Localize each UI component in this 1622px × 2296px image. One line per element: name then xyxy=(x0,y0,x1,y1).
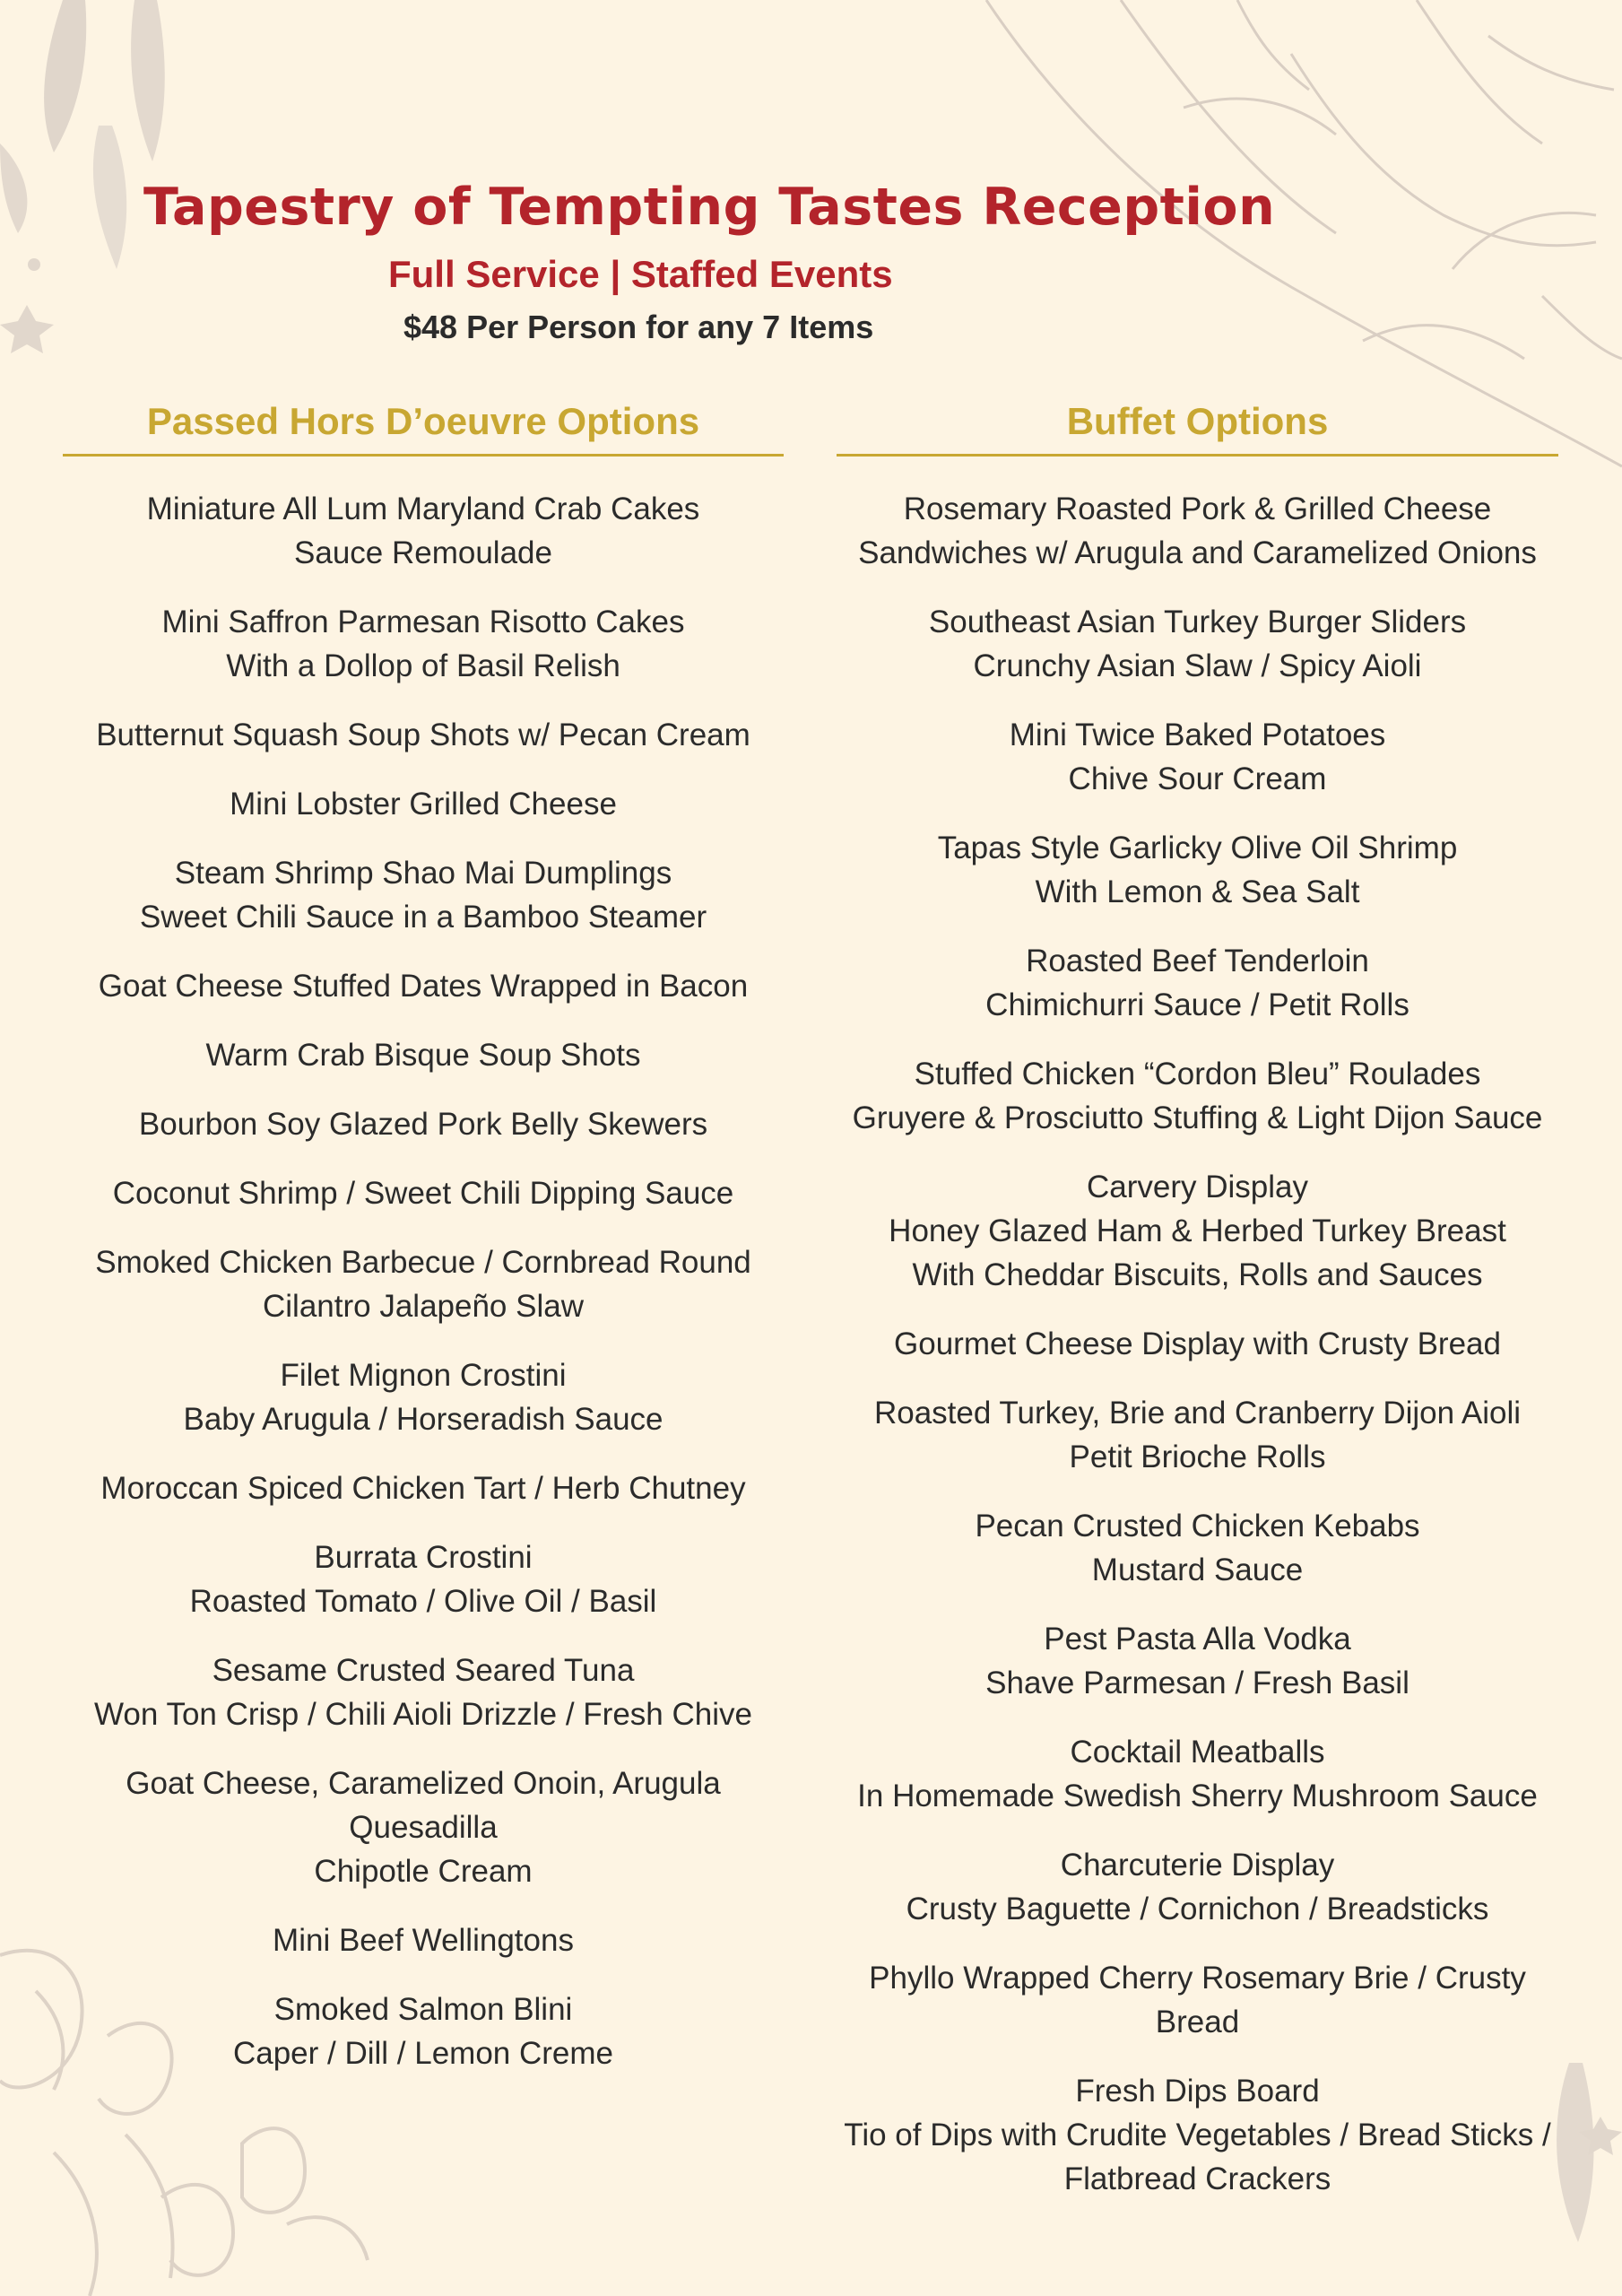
menu-item-name: Charcuterie Display xyxy=(1060,1848,1335,1883)
price-line: $48 Per Person for any 7 Items xyxy=(403,309,874,345)
menu-item-detail: Caper / Dill / Lemon Creme xyxy=(232,2036,614,2071)
menu-item xyxy=(63,851,784,939)
menu-item xyxy=(837,487,1558,575)
menu-item xyxy=(837,2069,1558,2201)
menu-item xyxy=(63,1918,784,1962)
passed-hors-doeuvre-column xyxy=(63,395,784,2100)
menu-item xyxy=(837,1391,1558,1479)
menu-item xyxy=(63,487,784,575)
menu-item xyxy=(837,600,1558,688)
menu-item-detail: Won Ton Crisp / Chili Aioli Drizzle / Fresh Chive xyxy=(94,1697,752,1732)
menu-item-name: Southeast Asian Turkey Burger Sliders xyxy=(928,604,1467,639)
menu-item-name: Smoked Salmon Blini xyxy=(273,1992,573,2027)
menu-item-name: Pest Pasta Alla Vodka xyxy=(1044,1622,1351,1657)
menu-item-name: Mini Beef Wellingtons xyxy=(273,1923,574,1958)
menu-item-detail: Roasted Tomato / Olive Oil / Basil xyxy=(189,1584,657,1619)
menu-item-name: Filet Mignon Crostini xyxy=(280,1358,567,1393)
menu-item xyxy=(837,1322,1558,1366)
menu-item-name: Mini Lobster Grilled Cheese xyxy=(230,787,617,822)
column-heading: Passed Hors D’oeuvre Options xyxy=(63,395,784,457)
menu-item xyxy=(63,1761,784,1893)
menu-item-name: Warm Crab Bisque Soup Shots xyxy=(205,1038,641,1073)
menu-item-detail: Crunchy Asian Slaw / Spicy Aioli xyxy=(973,648,1422,683)
menu-item-detail: In Homemade Swedish Sherry Mushroom Sauce xyxy=(857,1779,1538,1813)
buffet-options-column xyxy=(837,395,1558,2226)
menu-item-detail: Shave Parmesan / Fresh Basil xyxy=(985,1665,1409,1700)
menu-item-name: Cocktail Meatballs xyxy=(1070,1735,1325,1770)
menu-item-detail: Sauce Remoulade xyxy=(294,535,552,570)
menu-item-name: Phyllo Wrapped Cherry Rosemary Brie / Crusty xyxy=(869,1961,1526,1996)
menu-item xyxy=(837,1165,1558,1297)
menu-item xyxy=(837,1956,1558,2044)
menu-item xyxy=(837,1504,1558,1592)
menu-item-list xyxy=(63,487,784,2075)
menu-item-name: Mini Saffron Parmesan Risotto Cakes xyxy=(161,604,685,639)
column-heading: Buffet Options xyxy=(837,395,1558,457)
menu-item-detail: With Cheddar Biscuits, Rolls and Sauces xyxy=(912,1257,1483,1292)
menu-item-name: Roasted Beef Tenderloin xyxy=(1026,944,1369,978)
menu-item xyxy=(837,939,1558,1027)
page-title: Tapestry of Tempting Tastes Reception xyxy=(143,178,1276,237)
menu-item-name: Pecan Crusted Chicken Kebabs xyxy=(975,1509,1420,1544)
menu-item xyxy=(63,1033,784,1077)
menu-item xyxy=(837,1730,1558,1818)
page-subtitle: Full Service | Staffed Events xyxy=(388,253,893,295)
menu-item-name: Burrata Crostini xyxy=(314,1540,533,1575)
menu-item xyxy=(63,1535,784,1623)
menu-item-detail: Mustard Sauce xyxy=(1091,1552,1304,1587)
menu-item-name: Carvery Display xyxy=(1087,1170,1308,1205)
menu-item-name: Gourmet Cheese Display with Crusty Bread xyxy=(894,1326,1501,1361)
menu-item xyxy=(63,1240,784,1328)
menu-item xyxy=(837,1052,1558,1140)
menu-item-name: Roasted Turkey, Brie and Cranberry Dijon Aioli xyxy=(873,1396,1522,1431)
menu-item xyxy=(63,600,784,688)
menu-item-detail: Sweet Chili Sauce in a Bamboo Steamer xyxy=(139,900,707,935)
menu-item xyxy=(63,964,784,1008)
menu-item-name: Moroccan Spiced Chicken Tart / Herb Chutney xyxy=(100,1471,746,1506)
menu-item xyxy=(63,713,784,757)
menu-item-detail: Petit Brioche Rolls xyxy=(1069,1439,1326,1474)
menu-item-detail: Chimichurri Sauce / Petit Rolls xyxy=(985,987,1409,1022)
menu-item-name: Fresh Dips Board xyxy=(1075,2074,1320,2109)
menu-item-detail: With Lemon & Sea Salt xyxy=(1035,874,1360,909)
menu-item-detail: Crusty Baguette / Cornichon / Breadsticks xyxy=(906,1892,1489,1926)
menu-item-detail: Honey Glazed Ham & Herbed Turkey Breast xyxy=(889,1213,1506,1248)
menu-item-name: Stuffed Chicken “Cordon Bleu” Roulades xyxy=(914,1057,1481,1091)
menu-item xyxy=(63,1102,784,1146)
menu-item xyxy=(63,1353,784,1441)
menu-item xyxy=(837,1843,1558,1931)
menu-item-detail: Chipotle Cream xyxy=(314,1854,533,1889)
menu-item-name: Smoked Chicken Barbecue / Cornbread Round xyxy=(95,1245,751,1280)
menu-item-detail: Baby Arugula / Horseradish Sauce xyxy=(183,1402,664,1437)
menu-item xyxy=(63,782,784,826)
menu-item-name: Rosemary Roasted Pork & Grilled Cheese xyxy=(903,491,1492,526)
menu-item xyxy=(63,1648,784,1736)
menu-item xyxy=(837,713,1558,801)
menu-item-detail: Gruyere & Prosciutto Stuffing & Light Dijon Sauce xyxy=(852,1100,1543,1135)
menu-item-detail: Tio of Dips with Crudite Vegetables / Bread Sticks / xyxy=(844,2118,1551,2152)
menu-item-name: Coconut Shrimp / Sweet Chili Dipping Sauce xyxy=(112,1176,734,1211)
menu-item-detail: With a Dollop of Basil Relish xyxy=(226,648,620,683)
menu-item-name: Butternut Squash Soup Shots w/ Pecan Cream xyxy=(96,718,750,752)
menu-item-detail: Bread xyxy=(1155,2005,1240,2039)
menu-item xyxy=(837,1617,1558,1705)
menu-item xyxy=(63,1466,784,1510)
menu-item-name: Goat Cheese, Caramelized Onoin, Arugula xyxy=(126,1766,721,1801)
menu-item-detail: Sandwiches w/ Arugula and Caramelized Onions xyxy=(858,535,1537,570)
menu-item-name: Mini Twice Baked Potatoes xyxy=(1009,718,1386,752)
menu-item-name: Steam Shrimp Shao Mai Dumplings xyxy=(174,856,672,891)
menu-item-name: Sesame Crusted Seared Tuna xyxy=(212,1653,635,1688)
menu-item-name: Bourbon Soy Glazed Pork Belly Skewers xyxy=(138,1107,708,1142)
menu-item xyxy=(837,826,1558,914)
menu-item-detail: Quesadilla xyxy=(349,1810,498,1845)
menu-item-detail: Chive Sour Cream xyxy=(1068,761,1327,796)
menu-item-list xyxy=(837,487,1558,2201)
menu-item-name: Goat Cheese Stuffed Dates Wrapped in Bacon xyxy=(98,969,749,1004)
menu-item-name: Miniature All Lum Maryland Crab Cakes xyxy=(146,491,700,526)
menu-item xyxy=(63,1987,784,2075)
menu-item-detail: Flatbread Crackers xyxy=(1063,2161,1331,2196)
menu-item xyxy=(63,1171,784,1215)
menu-item-name: Tapas Style Garlicky Olive Oil Shrimp xyxy=(937,831,1458,865)
menu-item-detail: Cilantro Jalapeño Slaw xyxy=(263,1289,584,1324)
